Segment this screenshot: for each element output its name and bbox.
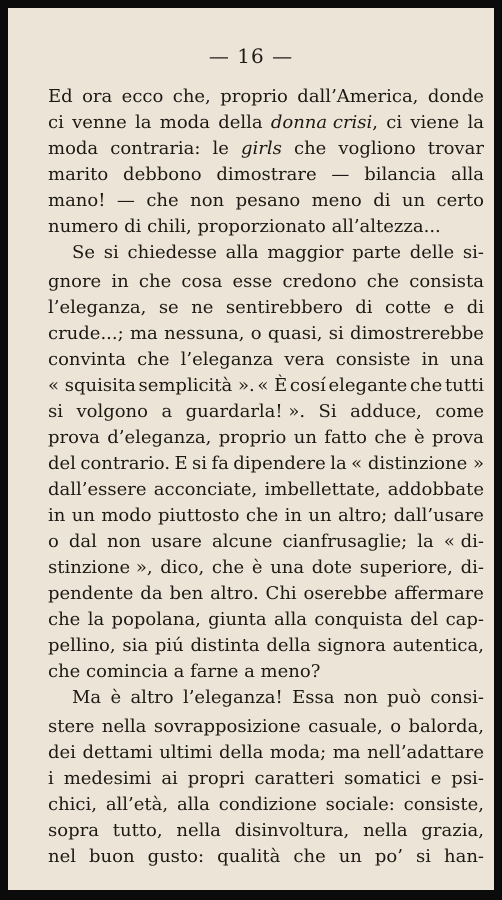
text-line — [48, 188, 484, 214]
word: dei — [48, 742, 76, 763]
word: l’eleganza, — [48, 297, 147, 318]
word: usare — [151, 531, 202, 552]
word: balorda, — [408, 716, 484, 737]
word: nella — [363, 820, 408, 841]
word: ai — [161, 768, 178, 789]
text-line — [48, 477, 484, 503]
word: di- — [460, 557, 484, 578]
text-line — [48, 844, 484, 870]
word: moda — [159, 112, 210, 133]
word: sociale: — [325, 794, 395, 815]
word: parte — [352, 242, 401, 263]
word: si — [192, 453, 208, 474]
word: ben — [169, 583, 204, 604]
word: di — [373, 190, 391, 211]
word: altro — [130, 687, 174, 708]
word: una — [270, 557, 305, 578]
word: che — [138, 271, 172, 292]
word: conquista — [314, 609, 403, 630]
word: tutti — [444, 375, 484, 396]
word: somatici — [344, 768, 421, 789]
word: autentica, — [392, 635, 484, 656]
word: che — [146, 190, 179, 211]
word: stere — [48, 716, 95, 737]
word: condizione — [218, 794, 317, 815]
word: superiore, — [359, 557, 453, 578]
text-line — [48, 714, 484, 740]
word: signora — [317, 635, 386, 656]
word: meno — [311, 190, 362, 211]
word: grazia, — [421, 820, 484, 841]
word: gnore — [48, 271, 102, 292]
word: ultimi — [159, 742, 213, 763]
word: un — [293, 427, 317, 448]
word: delle — [409, 242, 455, 263]
word: dico, — [160, 557, 205, 578]
word: elegante — [328, 375, 408, 396]
word: la — [87, 609, 105, 630]
word: ma — [129, 323, 158, 344]
word: nel — [48, 846, 77, 867]
word: distinta — [190, 635, 260, 656]
word: Ma — [72, 687, 102, 708]
word: cosa — [181, 271, 223, 292]
word: o — [48, 531, 59, 552]
word: girls — [241, 138, 282, 159]
word: della — [218, 742, 264, 763]
word: alla — [450, 164, 484, 185]
word: venne — [72, 112, 127, 133]
word: Chi — [265, 583, 297, 604]
text-line — [48, 818, 484, 844]
word: non — [343, 687, 378, 708]
word: nella — [101, 716, 147, 737]
word: pellino, — [48, 635, 116, 656]
word: medesimi — [63, 768, 152, 789]
word: contrario. — [80, 453, 171, 474]
word: a — [161, 401, 173, 422]
word: credono — [282, 271, 357, 292]
text-line — [48, 136, 484, 162]
text-line — [48, 240, 484, 269]
word: contraria: — [110, 138, 201, 159]
word: consista — [409, 271, 484, 292]
word: tutto, — [112, 820, 163, 841]
word: semplicità ». — [138, 375, 255, 396]
word: fatto — [324, 427, 367, 448]
word: Ed — [48, 86, 73, 107]
word: si — [48, 401, 63, 422]
body-text — [48, 84, 484, 870]
text-line — [48, 792, 484, 818]
word: in — [421, 349, 439, 370]
text-line — [48, 269, 484, 295]
word: è — [110, 687, 122, 708]
word: « di- — [443, 531, 484, 552]
word: una — [450, 349, 484, 370]
word: trovar — [427, 138, 484, 159]
word: cotte — [385, 297, 432, 318]
word: non — [190, 190, 225, 211]
word: si — [328, 323, 344, 344]
text-line — [48, 399, 484, 425]
word: E — [174, 453, 188, 474]
word: modo — [101, 505, 152, 526]
word: che — [137, 349, 170, 370]
word: o — [390, 716, 402, 737]
word: donna crisi, — [270, 112, 379, 133]
word: in — [111, 271, 129, 292]
word: pendente — [48, 583, 134, 604]
text-line — [48, 162, 484, 188]
word: un — [401, 190, 426, 211]
word: piuttosto — [158, 505, 240, 526]
word: volgono — [76, 401, 148, 422]
word: adduce, — [350, 401, 422, 422]
word: la — [330, 453, 347, 474]
word: mano! — [48, 190, 106, 211]
text-line — [48, 110, 484, 136]
word: non — [106, 531, 142, 552]
word: che — [293, 138, 327, 159]
text-line — [48, 766, 484, 792]
word: ma — [332, 742, 361, 763]
word: o — [250, 323, 262, 344]
word: ci — [48, 112, 64, 133]
text-line — [48, 295, 484, 321]
word: nell’adattare — [367, 742, 484, 763]
word: che — [245, 505, 279, 526]
word: popolana, — [111, 609, 201, 630]
word: un — [308, 505, 332, 526]
word: altro. — [210, 583, 259, 604]
word: in — [284, 505, 303, 526]
word: ora — [82, 86, 113, 107]
word: « distinzione » — [351, 453, 484, 474]
word: in — [48, 505, 66, 526]
word: convinta — [48, 349, 126, 370]
word: un — [338, 846, 362, 867]
word: d’eleganza, — [107, 427, 212, 448]
word: gusto: — [147, 846, 205, 867]
word: alcune — [211, 531, 273, 552]
word: han- — [444, 846, 484, 867]
word: la — [417, 531, 434, 552]
word: cianfrusaglie; — [282, 531, 408, 552]
word: e — [430, 768, 442, 789]
word: la — [467, 112, 484, 133]
word: acconciate, — [153, 479, 258, 500]
word: che, — [172, 86, 211, 107]
text-line — [48, 581, 484, 607]
word: alla — [225, 242, 259, 263]
word: che — [374, 427, 407, 448]
word: se — [158, 297, 179, 318]
word: ci — [386, 112, 403, 133]
word: cap- — [445, 609, 484, 630]
word: è — [251, 557, 263, 578]
word: di — [355, 297, 373, 318]
word: po’ — [374, 846, 403, 867]
word: i — [48, 768, 54, 789]
text-line — [48, 740, 484, 766]
text-line — [48, 451, 484, 477]
page-number: — 16 — — [208, 44, 294, 68]
word: dimostrare — [216, 164, 317, 185]
word: della — [218, 112, 263, 133]
word: del — [48, 453, 76, 474]
word: dipendere — [233, 453, 326, 474]
word: dimostrerebbe — [350, 323, 484, 344]
word: nessuna, — [164, 323, 245, 344]
word: disinvoltura, — [234, 820, 350, 841]
word: moda; — [269, 742, 327, 763]
word: dettami — [82, 742, 153, 763]
word: è — [414, 427, 425, 448]
word: che — [293, 846, 326, 867]
text-line: numero di chili, proporzionato all’altezza... — [48, 216, 441, 237]
word: — — [331, 164, 350, 185]
word: del — [410, 609, 439, 630]
word: le — [212, 138, 229, 159]
word: e — [443, 297, 455, 318]
word: crude...; — [48, 323, 124, 344]
word: come — [435, 401, 484, 422]
word: sentirebbero — [225, 297, 343, 318]
word: un — [71, 505, 95, 526]
word: altro; — [338, 505, 388, 526]
text-line — [48, 425, 484, 451]
word: guardarla! ». — [185, 401, 306, 422]
word: chiedesse — [127, 242, 217, 263]
word: alla — [273, 609, 307, 630]
word: consiste, — [403, 794, 484, 815]
text-line — [48, 607, 484, 633]
word: si — [103, 242, 119, 263]
text-line — [48, 633, 484, 659]
word: alla — [176, 794, 210, 815]
word: donde — [427, 86, 484, 107]
word: sia — [122, 635, 149, 656]
word: ecco — [121, 86, 164, 107]
text-line — [48, 685, 484, 714]
text-line — [48, 529, 484, 555]
word: oserebbe — [303, 583, 388, 604]
word: prova — [48, 427, 100, 448]
word: stinzione », — [48, 557, 153, 578]
word: piú — [154, 635, 184, 656]
word: consiste — [335, 349, 411, 370]
word: « squisita — [48, 375, 136, 396]
word: si- — [462, 242, 484, 263]
word: di — [466, 297, 484, 318]
text-line — [48, 373, 484, 399]
word: pesano — [235, 190, 301, 211]
word: debbono — [123, 164, 202, 185]
word: da — [140, 583, 163, 604]
word: Se — [72, 242, 95, 263]
word: cosí — [289, 375, 326, 396]
word: giunta — [208, 609, 267, 630]
word: si — [416, 846, 431, 867]
word: che — [409, 375, 443, 396]
word: ne — [191, 297, 214, 318]
word: dall’usare — [393, 505, 484, 526]
word: casuale, — [308, 716, 383, 737]
word: Essa — [292, 687, 335, 708]
word: consi- — [430, 687, 484, 708]
word: vogliono — [338, 138, 416, 159]
word: Si — [318, 401, 337, 422]
word: che — [211, 557, 245, 578]
word: all’età, — [105, 794, 169, 815]
word: l’eleganza — [180, 349, 274, 370]
text-line — [48, 84, 484, 110]
word: marito — [48, 164, 109, 185]
word: chici, — [48, 794, 97, 815]
word: quasi, — [267, 323, 323, 344]
word: viene — [410, 112, 460, 133]
word: fa — [211, 453, 229, 474]
word: imbellettate, — [264, 479, 381, 500]
word: buon — [89, 846, 135, 867]
word: la — [135, 112, 152, 133]
word: dal — [68, 531, 97, 552]
word: « È — [257, 375, 288, 396]
word: proprio — [220, 86, 288, 107]
word: esse — [232, 271, 273, 292]
word: può — [387, 687, 422, 708]
word: qualità — [217, 846, 281, 867]
word: propri — [187, 768, 245, 789]
word: della — [266, 635, 311, 656]
word: dote — [311, 557, 353, 578]
word: certo — [436, 190, 484, 211]
word: vera — [284, 349, 325, 370]
word: dall’essere — [48, 479, 147, 500]
word: prova — [432, 427, 484, 448]
word: che — [366, 271, 400, 292]
word: proprio — [218, 427, 287, 448]
word: psi- — [451, 768, 484, 789]
word: maggior — [267, 242, 344, 263]
text-line — [48, 555, 484, 581]
text-line — [48, 347, 484, 373]
word: affermare — [394, 583, 484, 604]
word: caratteri — [254, 768, 335, 789]
word: dall’America, — [297, 86, 419, 107]
text-line: che comincia a farne a meno? — [48, 661, 321, 682]
text-line — [48, 503, 484, 529]
word: che — [48, 609, 81, 630]
word: sopra — [48, 820, 99, 841]
word: l’eleganza! — [182, 687, 283, 708]
word: addobbate — [387, 479, 484, 500]
word: bilancia — [364, 164, 437, 185]
word: nella — [176, 820, 221, 841]
word: moda — [48, 138, 99, 159]
word: — — [116, 190, 135, 211]
word: sovrapposizione — [153, 716, 301, 737]
text-line — [48, 321, 484, 347]
